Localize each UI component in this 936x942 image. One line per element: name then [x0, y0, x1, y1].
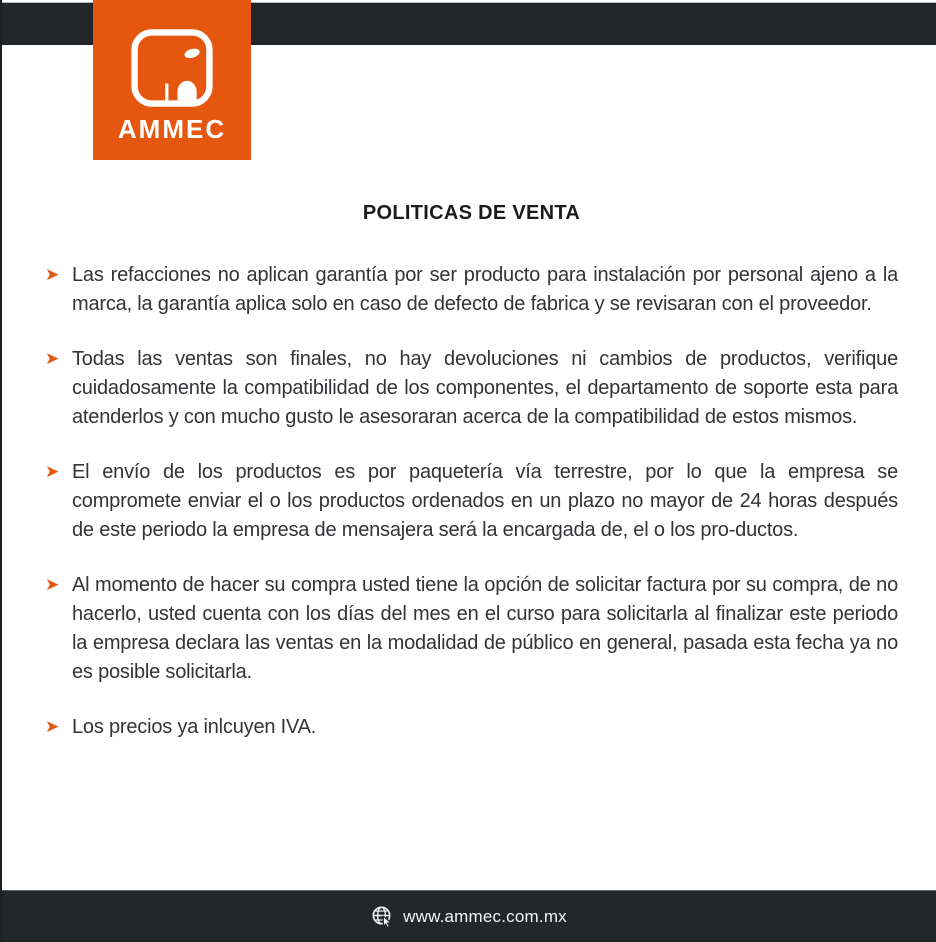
arrow-bullet-icon: ➤ [45, 575, 60, 595]
arrow-bullet-icon: ➤ [45, 349, 60, 369]
policy-item [45, 261, 898, 319]
policy-item [45, 571, 898, 687]
arrow-bullet-icon: ➤ [45, 265, 60, 285]
policy-text: Todas las ventas son finales, no hay devoluciones ni cambios de productos, verifique cuidadosamente la compatibilidad de los componentes, el departamento de soporte esta para atenderlos y con mucho gusto le asesoraran acerca de la compatibilidad de estos mismos. [72, 348, 898, 428]
policy-text: Al momento de hacer su compra usted tiene la opción de solicitar factura por su compra, de no hacerlo, usted cuenta con los días del mes en el curso para solicitarla al finalizar este periodo la empresa declara las ventas en la modalidad de público en general, pasada esta fecha ya no es posible solicitarla. [72, 574, 898, 683]
policy-text: Los precios ya inlcuyen IVA. [72, 716, 317, 738]
policy-list [45, 261, 898, 742]
policy-text: Las refacciones no aplican garantía por ser producto para instalación por personal ajeno a la marca, la garantía aplica solo en caso de defecto de fabrica y se revisaran con el proveedor. [72, 264, 898, 315]
policy-text: El envío de los productos es por paquetería vía terrestre, por lo que la empresa se compromete enviar el o los productos ordenados en un plazo no mayor de 24 horas después de este periodo la empresa de mensajera será la encargada de, el o los pro-ductos. [72, 461, 898, 541]
page-title: POLITICAS DE VENTA [362, 202, 581, 224]
arrow-bullet-icon: ➤ [45, 462, 60, 482]
globe-cursor-icon [371, 905, 394, 928]
brand-name: AMMEC [117, 114, 227, 144]
policy-item [45, 713, 898, 742]
arrow-bullet-icon: ➤ [45, 717, 60, 737]
brand-logo [93, 0, 251, 160]
policy-item [45, 345, 898, 432]
footer-bar [2, 890, 936, 942]
website-text: www.ammec.com.mx [403, 906, 567, 926]
policy-item [45, 458, 898, 545]
elephant-outline-icon [126, 26, 218, 110]
